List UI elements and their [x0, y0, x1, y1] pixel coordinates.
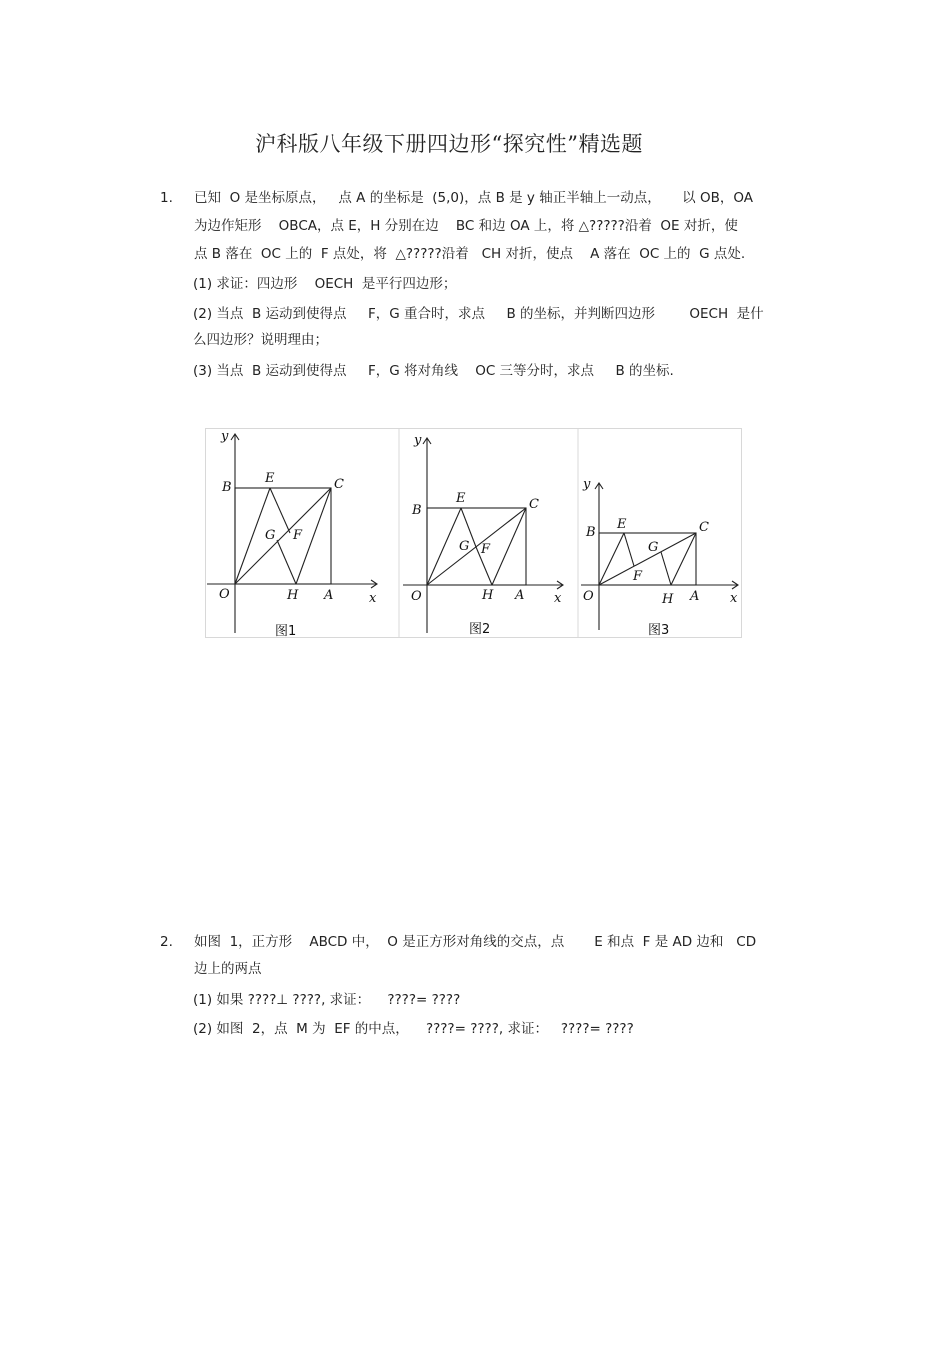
fig3-segment-EF — [624, 533, 634, 566]
fig1-caption: 图1 — [275, 624, 297, 638]
fig1-label-O: O — [219, 587, 230, 602]
fig2-label-G: G — [459, 539, 470, 554]
fig2-label-x: x — [554, 591, 562, 606]
fig2-label-O: O — [411, 589, 422, 604]
fig2-caption: 图2 — [469, 622, 491, 637]
question-1-part-1: (1) 求证：四边形 OECH 是平行四边形； — [193, 276, 457, 292]
figure-2-labels — [411, 433, 562, 637]
fig1-label-x: x — [369, 591, 377, 606]
fig1-label-C: C — [334, 477, 344, 492]
figure-1-labels — [219, 429, 377, 638]
fig1-segment-HG — [277, 540, 296, 584]
fig2-label-E: E — [456, 491, 466, 506]
fig1-diagonal-OC — [235, 488, 331, 584]
fig3-label-B: B — [586, 525, 596, 540]
figure-1 — [207, 434, 377, 633]
figure-3-labels — [582, 477, 738, 638]
fig3-label-E: E — [617, 517, 627, 532]
fig2-diagonal-OC — [427, 508, 526, 585]
fig2-label-C: C — [529, 497, 539, 512]
fig2-label-H: H — [482, 588, 494, 603]
fig1-label-F: F — [293, 528, 303, 543]
fig3-label-O: O — [583, 589, 594, 604]
fig3-label-C: C — [699, 520, 709, 535]
question-1-part-3: (3) 当点 B 运动到使得点 F，G 将对角线 OC 三等分时，求点 B 的坐标. — [193, 363, 674, 379]
fig3-label-H: H — [662, 592, 674, 607]
fig1-label-E: E — [265, 471, 275, 486]
fig1-label-H: H — [287, 588, 299, 603]
fig3-segment-OE — [599, 533, 624, 585]
fig2-label-A: A — [515, 588, 525, 603]
figure-3 — [581, 483, 738, 630]
fig3-segment-HG — [661, 552, 671, 585]
question-1-part-2-cont: 么四边形？说明理由； — [193, 332, 328, 348]
question-1-figures — [205, 428, 742, 638]
fig3-label-y: y — [583, 477, 591, 492]
fig3-label-x: x — [730, 591, 738, 606]
fig3-label-F: F — [633, 569, 643, 584]
fig3-label-G: G — [648, 540, 659, 555]
fig3-caption: 图3 — [648, 623, 670, 638]
fig1-label-y: y — [221, 429, 229, 444]
question-1-line-1: 已知 O 是坐标原点， 点 A 的坐标是 (5,0)，点 B 是 y 轴正半轴上一动点， 以 OB，OA — [194, 190, 753, 206]
question-2-part-2: (2) 如图 2，点 M 为 EF 的中点， ????= ????, 求证： ????= ???? — [193, 1021, 634, 1037]
question-2-line-1: 如图 1，正方形 ABCD 中， O 是正方形对角线的交点，点 E 和点 F 是 AD 边和 CD — [194, 934, 757, 950]
fig1-label-A: A — [324, 588, 334, 603]
fig2-segment-HC — [492, 508, 526, 585]
question-2-number: 2. — [160, 934, 173, 950]
question-1-line-3: 点 B 落在 OC 上的 F 点处，将 △?????沿着 CH 对折，使点 A 落在 OC 上的 G 点处. — [194, 246, 746, 262]
question-1-line-2: 为边作矩形 OBCA，点 E，H 分别在边 BC 和边 OA 上，将 △?????沿着 OE 对折，使 — [194, 218, 738, 234]
fig1-label-G: G — [265, 528, 276, 543]
fig3-segment-HC — [671, 533, 696, 585]
question-2-part-1: (1) 如果 ????⊥ ????, 求证： ????= ???? — [193, 992, 461, 1008]
fig1-segment-EF — [270, 488, 290, 533]
question-2-line-2: 边上的两点 — [194, 961, 262, 977]
page-title: 沪科版八年级下册四边形“探究性”精选题 — [255, 132, 643, 156]
fig2-label-y: y — [414, 433, 422, 448]
figure-2 — [403, 438, 563, 633]
question-1-number: 1. — [160, 190, 173, 206]
question-1-part-2: (2) 当点 B 运动到使得点 F，G 重合时，求点 B 的坐标，并判断四边形 OECH 是什 — [193, 306, 764, 322]
figures-svg — [205, 428, 742, 638]
fig2-segment-OE — [427, 508, 461, 585]
fig2-label-B: B — [412, 503, 422, 518]
fig1-label-B: B — [222, 480, 232, 495]
fig2-label-F: F — [481, 542, 491, 557]
fig3-label-A: A — [690, 589, 700, 604]
